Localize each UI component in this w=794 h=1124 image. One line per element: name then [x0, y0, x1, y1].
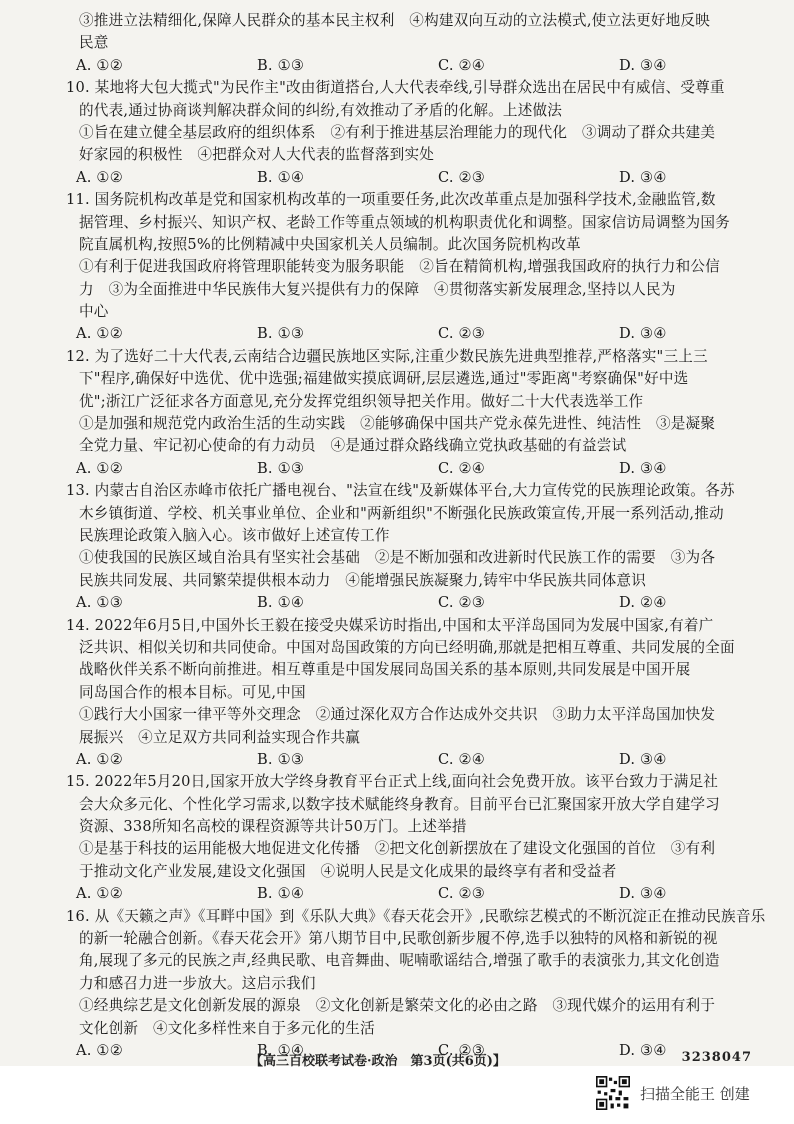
option-c: C. ②③ [438, 168, 486, 186]
question-text-line: 力和感召力进一步放大。这启示我们 [79, 974, 316, 992]
answer-options [66, 55, 782, 77]
question-text-line: 中心 [79, 303, 109, 321]
question-text-line: 资源、338所知名高校的课程资源等共计50万门。上述举措 [79, 818, 467, 836]
question-text-line: 下"程序,确保好中选优、优中选强;福建做实摸底调研,层层遴选,通过"零距离"考察确保"好中选 [79, 370, 689, 388]
question-text-line: 泛共识、相似关切和共同使命。中国对岛国政策的方向已经明确,那就是把相互尊重、共同发展的全面 [79, 638, 735, 656]
question-text-line: ③推进立法精细化,保障人民群众的基本民主权利 ④构建双向互动的立法模式,使立法更好地反映 [79, 12, 711, 29]
option-c: C. ②③ [438, 1041, 486, 1059]
answer-options [66, 458, 782, 480]
brand-label: 扫描全能王 创建 [640, 1084, 750, 1103]
option-a: A. ①② [76, 459, 123, 477]
option-b: B. ①④ [257, 168, 305, 186]
question-text-line: ①践行大小国家一律平等外交理念 ②通过深化双方合作达成外交共识 ③助力太平洋岛国加快发 [79, 706, 716, 724]
option-c: C. ②③ [438, 885, 486, 903]
question-15 [66, 771, 782, 905]
scanner-watermark [596, 1075, 750, 1111]
question-12 [66, 346, 782, 480]
question-text-line: ①是基于科技的运用能极大地促进文化传播 ②把文化创新摆放在了建设文化强国的首位 ③有利 [79, 840, 716, 858]
option-d: D. ③④ [619, 885, 667, 903]
paper-code: 3238047 [681, 1050, 752, 1065]
answer-options [66, 592, 782, 614]
question-text-line: ①有利于促进我国政府将管理职能转变为服务职能 ②旨在精简机构,增强我国政府的执行力和公信 [79, 258, 720, 276]
option-d: D. ③④ [619, 750, 667, 768]
question-16 [66, 906, 782, 1063]
option-c: C. ②③ [438, 594, 486, 612]
option-c: C. ②④ [438, 56, 486, 74]
question-text-line: 于推动文化产业发展,建设文化强国 ④说明人民是文化成果的最终享有者和受益者 [79, 862, 617, 880]
footer-text: 【高三百校联考试卷·政治 第3页(共6页)】 [250, 1054, 506, 1068]
answer-options [66, 323, 782, 345]
question-text-line: 力 ③为全面推进中华民族伟大复兴提供有力的保障 ④贯彻落实新发展理念,坚持以人民为 [79, 280, 676, 298]
option-a: A. ①② [76, 325, 123, 343]
question-stem-line: 15. 2022年5月20日,国家开放大学终身教育平台正式上线,面向社会免费开放。该平台致力于满足社 [66, 773, 719, 791]
option-d: D. ③④ [619, 168, 667, 186]
question-content [66, 10, 782, 1062]
question-text-line: ①是加强和规范党内政治生活的生动实践 ②能够确保中国共产党永葆先进性、纯洁性 ③是凝聚 [79, 415, 716, 433]
option-c: C. ②④ [438, 750, 486, 768]
question-text-line: 院直属机构,按照5%的比例精减中央国家机关人员编制。此次国务院机构改革 [79, 235, 581, 253]
question-text-line: ①使我国的民族区域自治具有坚实社会基础 ②是不断加强和改进新时代民族工作的需要 ③为各 [79, 549, 716, 567]
question-text-line: 木乡镇街道、学校、机关事业单位、企业和"两新组织"不断强化民族政策宣传,开展一系列活动,推动 [79, 504, 724, 522]
question-text-line: 据管理、乡村振兴、知识产权、老龄工作等重点领域的机构职责优化和调整。国家信访局调整为国务 [79, 213, 730, 231]
option-c: C. ②③ [438, 325, 486, 343]
question-text-line: 角,展现了多元的民族之声,经典民歌、电音舞曲、呢喃歌谣结合,增强了歌手的表演张力,其文化创造 [79, 952, 720, 970]
question-stem-line: 13. 内蒙古自治区赤峰市依托广播电视台、"法宣在线"及新媒体平台,大力宣传党的民族理论政策。各苏 [66, 482, 735, 500]
option-b: B. ①④ [257, 1041, 305, 1059]
option-d: D. ③④ [619, 459, 667, 477]
qr-code-icon [596, 1076, 630, 1110]
question-stem-line: 12. 为了选好二十大代表,云南结合边疆民族地区实际,注重少数民族先进典型推荐,严格落实"三上三 [66, 347, 708, 365]
answer-options [66, 883, 782, 905]
option-d: D. ②④ [619, 594, 667, 612]
question-11 [66, 189, 782, 346]
question-stem-line: 11. 国务院机构改革是党和国家机构改革的一项重要任务,此次改革重点是加强科学技术,金融监管,数 [66, 191, 716, 209]
question-text-line: 民意 [79, 34, 109, 52]
question-text-line: 的新一轮融合创新。《春天花会开》第八期节目中,民歌创新步履不停,选手以独特的风格和新锐的视 [79, 930, 718, 948]
question-text-line: ①经典综艺是文化创新发展的源泉 ②文化创新是繁荣文化的必由之路 ③现代媒介的运用有利于 [79, 997, 716, 1015]
question-stem-line: 10. 某地将大包大揽式"为民作主"改由街道搭台,人大代表牵线,引导群众选出在居民中有威信、受尊重 [66, 79, 725, 97]
question-text-line: 全党力量、牢记初心使命的有力动员 ④是通过群众路线确立党执政基础的有益尝试 [79, 437, 627, 455]
question-text-line: 会大众多元化、个性化学习需求,以数字技术赋能终身教育。目前平台已汇聚国家开放大学自建学习 [79, 795, 720, 813]
question-text-line: ①旨在建立健全基层政府的组织体系 ②有利于推进基层治理能力的现代化 ③调动了群众共建美 [79, 123, 716, 141]
question-text-line: 民族理论政策入脑入心。该市做好上述宣传工作 [79, 526, 390, 544]
answer-options [66, 167, 782, 189]
option-b: B. ①④ [257, 885, 305, 903]
question-text-line: 战略伙伴关系不断向前推进。相互尊重是中国发展同岛国关系的基本原则,共同发展是中国开展 [79, 661, 691, 679]
question-text-line: 文化创新 ④文化多样性来自于多元化的生活 [79, 1019, 375, 1037]
option-d: D. ③④ [619, 325, 667, 343]
option-a: A. ①② [76, 750, 123, 768]
answer-options [66, 749, 782, 771]
option-d: D. ③④ [619, 1041, 667, 1059]
option-a: A. ①② [76, 885, 123, 903]
page-footer [250, 1050, 790, 1068]
question-text-line: 展振兴 ④立足双方共同利益实现合作共赢 [79, 728, 361, 746]
option-a: A. ①③ [76, 594, 123, 612]
question-text-line: 民族共同发展、共同繁荣提供根本动力 ④能增强民族凝聚力,铸牢中华民族共同体意识 [79, 571, 647, 589]
question-10 [66, 77, 782, 189]
question-text-line: 优";浙江广泛征求各方面意见,充分发挥党组织领导把关作用。做好二十大代表选举工作 [79, 392, 644, 410]
question-9-tail [66, 10, 782, 77]
question-14 [66, 615, 782, 772]
option-d: D. ③④ [619, 56, 667, 74]
question-text-line: 好家园的积极性 ④把群众对人大代表的监督落到实处 [79, 146, 435, 164]
question-13 [66, 480, 782, 614]
question-stem-line: 14. 2022年6月5日,中国外长王毅在接受央媒采访时指出,中国和太平洋岛国同为发展中国家,有着广 [66, 616, 714, 634]
question-text-line: 同岛国合作的根本目标。可见,中国 [79, 683, 306, 701]
option-a: A. ①② [76, 168, 123, 186]
option-b: B. ①③ [257, 325, 305, 343]
option-b: B. ①③ [257, 750, 305, 768]
option-b: B. ①④ [257, 594, 305, 612]
option-a: A. ①② [76, 1041, 123, 1059]
question-text-line: 的代表,通过协商谈判解决群众间的纠纷,有效推动了矛盾的化解。上述做法 [79, 101, 563, 119]
option-b: B. ①③ [257, 56, 305, 74]
option-c: C. ②④ [438, 459, 486, 477]
option-a: A. ①② [76, 56, 123, 74]
option-b: B. ①③ [257, 459, 305, 477]
question-stem-line: 16. 从《天籁之声》《耳畔中国》到《乐队大典》《春天花会开》,民歌综艺模式的不断沉淀正在推动民族音乐 [66, 907, 766, 925]
